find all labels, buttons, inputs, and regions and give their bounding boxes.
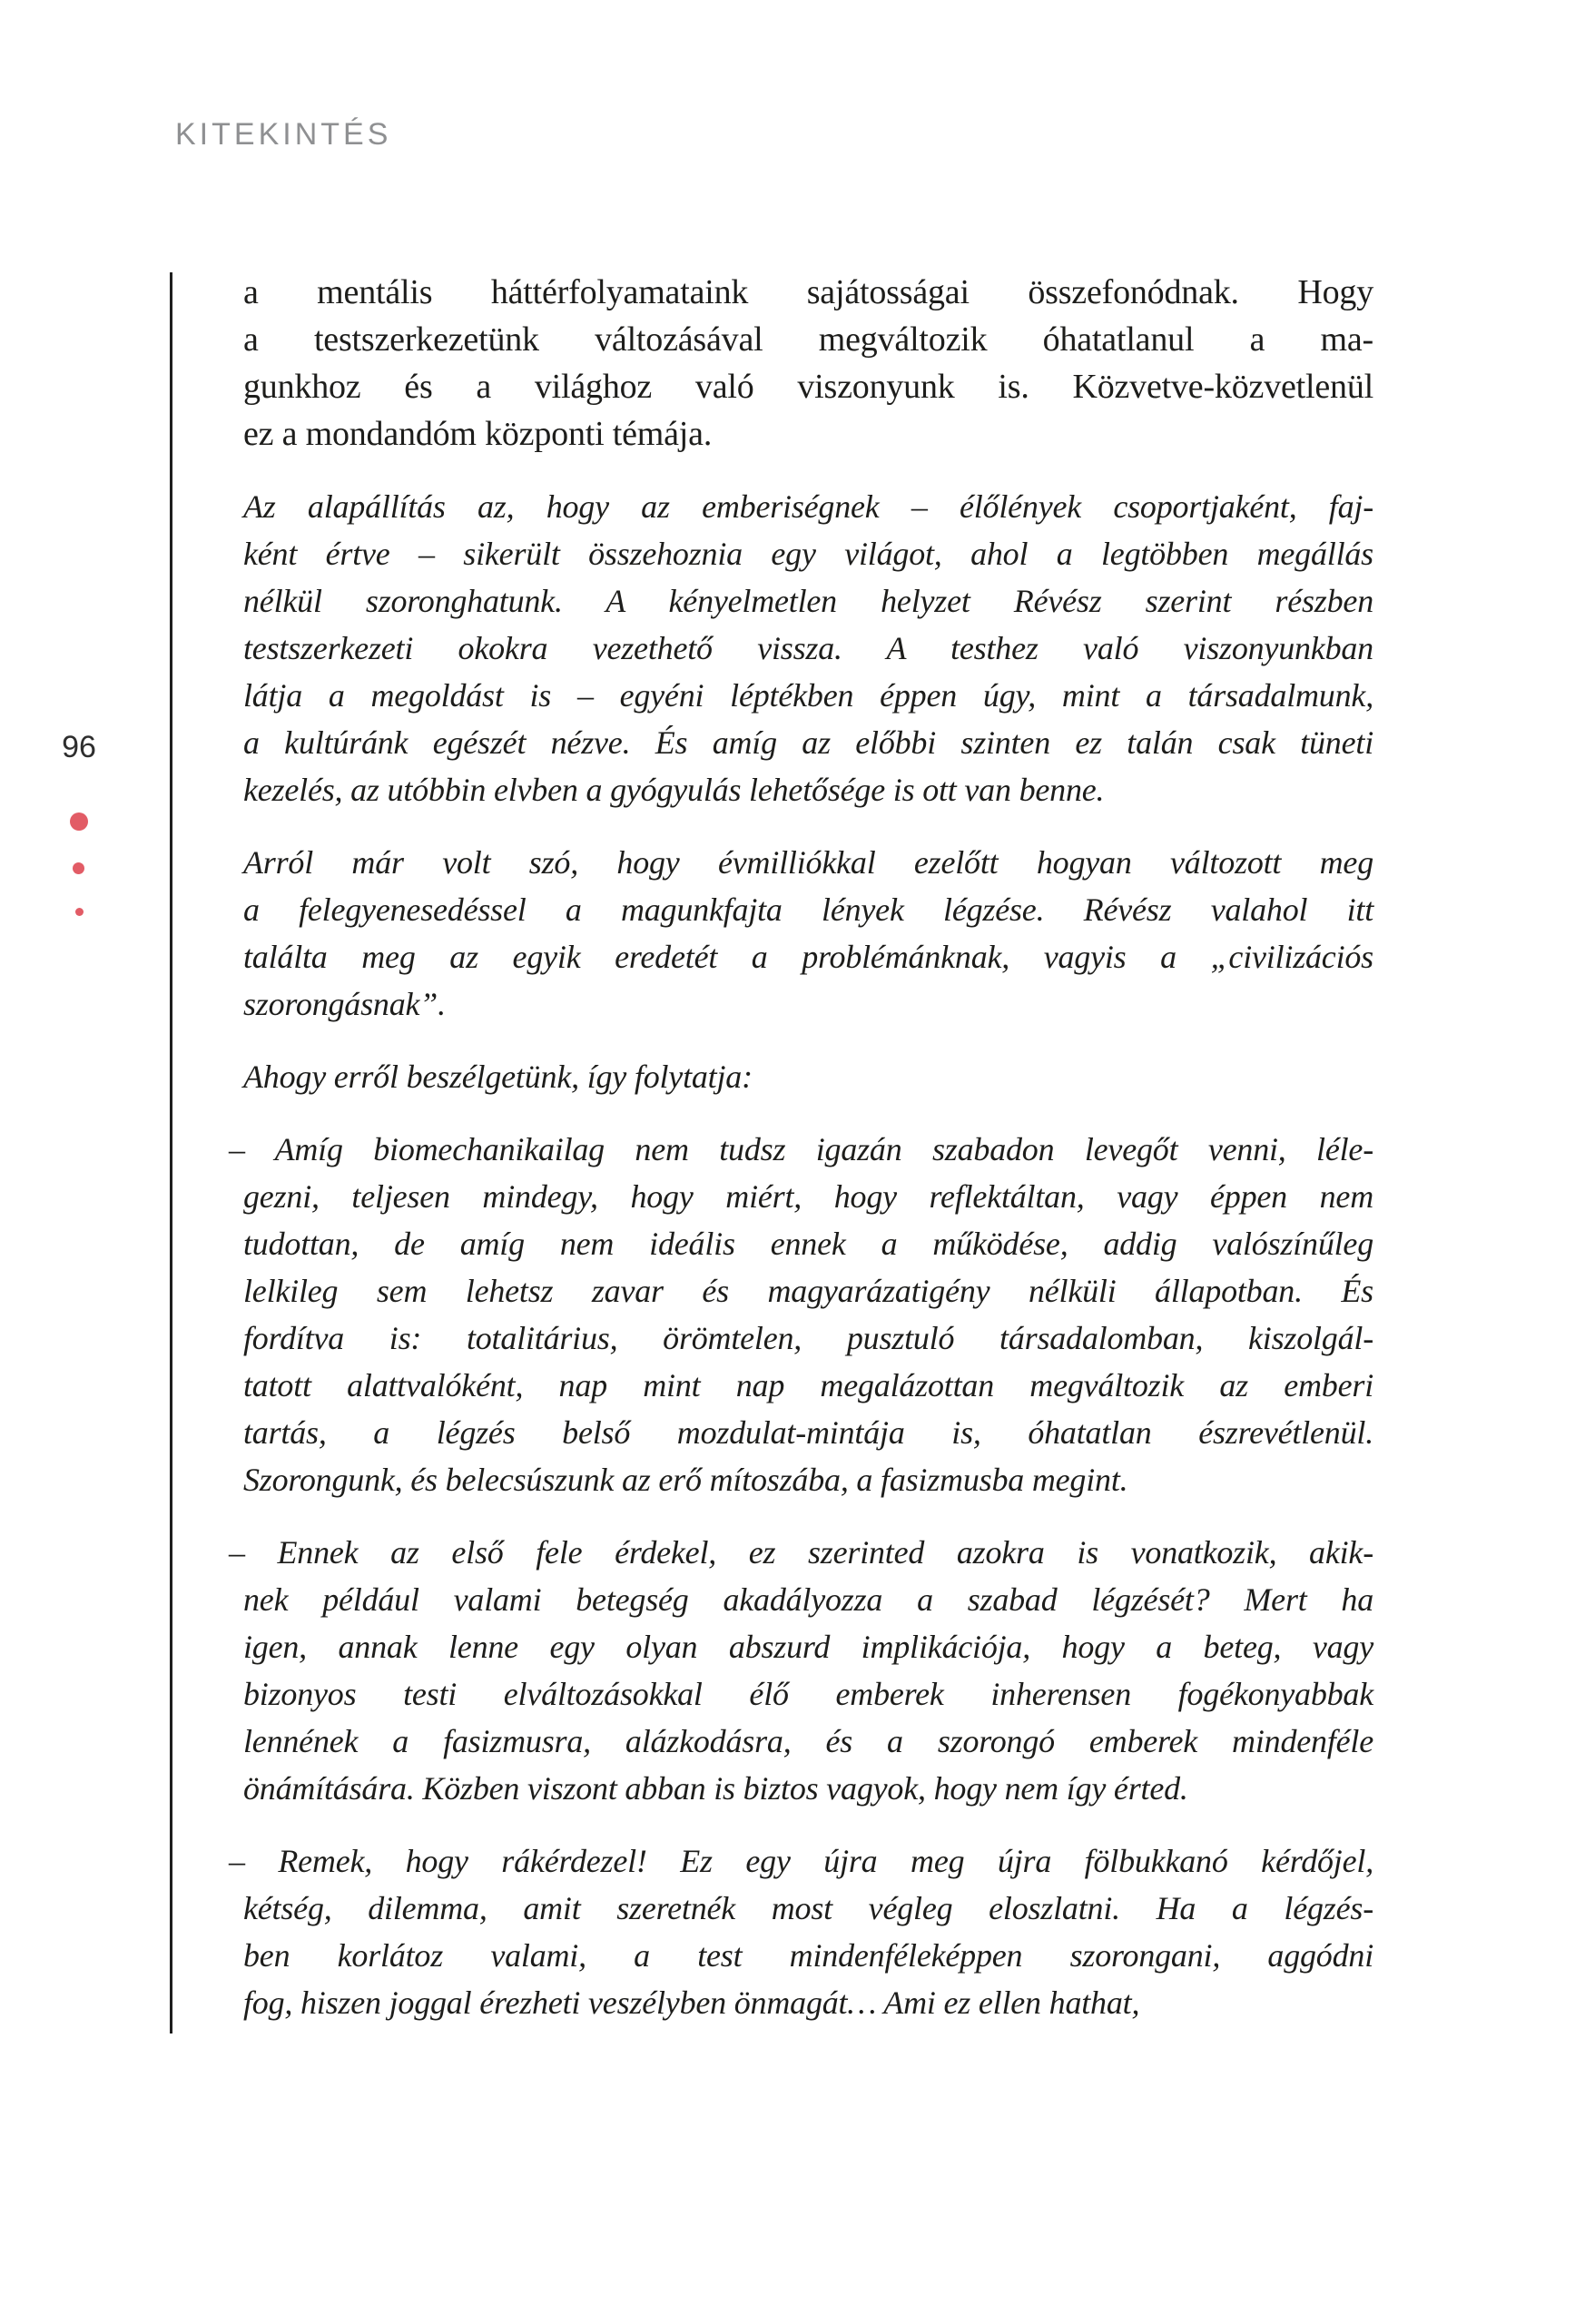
text-line: fog, hiszen joggal érezheti veszélyben önmagát… Ami ez ellen hathat, bbox=[243, 1984, 1140, 2021]
text-line: szorongásnak”. bbox=[243, 986, 446, 1022]
paragraph bbox=[229, 1126, 1373, 1503]
text-line: önámítására. Közben viszont abban is biztos vagyok, hogy nem így érted. bbox=[243, 1770, 1188, 1807]
paragraph bbox=[243, 269, 1373, 458]
text-line: találta meg az egyik eredetét a problémánknak, vagyis a „civilizációs bbox=[243, 939, 1373, 975]
text-line: a felegyenesedéssel a magunkfajta lények légzése. Révész valahol itt bbox=[243, 891, 1373, 928]
text-line: látja a megoldást is – egyéni léptékben éppen úgy, mint a társadalmunk, bbox=[243, 677, 1373, 714]
running-header: KITEKINTÉS bbox=[175, 117, 392, 152]
text-line: lennének a fasizmusra, alázkodásra, és a szorongó emberek mindenféle bbox=[243, 1723, 1373, 1759]
paragraph bbox=[243, 483, 1373, 813]
text-line: a testszerkezetünk változásával megváltozik óhatatlanul a ma- bbox=[243, 320, 1373, 359]
text-line: – Ennek az első fele érdekel, ez szerinted azokra is vonatkozik, akik- bbox=[229, 1534, 1373, 1571]
text-line: kétség, dilemma, amit szeretnék most végleg eloszlatni. Ha a légzés- bbox=[243, 1890, 1373, 1926]
text-line: tatott alattvalóként, nap mint nap megalázottan megváltozik az emberi bbox=[243, 1367, 1373, 1403]
page-number: 96 bbox=[62, 730, 96, 764]
text-line: ben korlátoz valami, a test mindenféleképpen szorongani, aggódni bbox=[243, 1937, 1373, 1974]
text-line: – Remek, hogy rákérdezel! Ez egy újra meg újra fölbukkanó kérdőjel, bbox=[229, 1843, 1373, 1879]
text-line: – Amíg biomechanikailag nem tudsz igazán szabadon levegőt venni, léle- bbox=[229, 1131, 1373, 1167]
paragraph bbox=[243, 1053, 1373, 1100]
text-line: fordítva is: totalitárius, örömtelen, pusztuló társadalomban, kiszolgál- bbox=[243, 1320, 1373, 1356]
text-line: Az alapállítás az, hogy az emberiségnek – élőlények csoportjaként, faj- bbox=[243, 488, 1373, 525]
text-line: Szorongunk, és belecsúszunk az erő mítoszába, a fasizmusba megint. bbox=[243, 1462, 1128, 1498]
text-line: tartás, a légzés belső mozdulat-mintája is, óhatatlan észrevétlenül. bbox=[243, 1414, 1373, 1451]
text-line: nélkül szoronghatunk. A kényelmetlen helyzet Révész szerint részben bbox=[243, 583, 1373, 619]
bullet-dot-large bbox=[70, 812, 88, 831]
text-line: kezelés, az utóbbin elvben a gyógyulás lehetősége is ott van benne. bbox=[243, 772, 1105, 808]
text-line: a kultúránk egészét nézve. És amíg az előbbi szinten ez talán csak tüneti bbox=[243, 724, 1373, 761]
text-line: Arról már volt szó, hogy évmilliókkal ezelőtt hogyan változott meg bbox=[243, 844, 1373, 881]
bullet-dot-medium bbox=[73, 862, 84, 874]
text-line: lelkileg sem lehetsz zavar és magyarázatigény nélküli állapotban. És bbox=[243, 1273, 1373, 1309]
paragraph bbox=[229, 1837, 1373, 2026]
text-line: a mentális háttérfolyamataink sajátosságai összefonódnak. Hogy bbox=[243, 273, 1373, 311]
text-column bbox=[229, 269, 1373, 2026]
paragraph bbox=[243, 839, 1373, 1028]
text-line: bizonyos testi elváltozásokkal élő emberek inherensen fogékonyabbak bbox=[243, 1676, 1373, 1712]
text-line: ez a mondandóm központi témája. bbox=[243, 415, 713, 453]
text-line: gezni, teljesen mindegy, hogy miért, hogy reflektáltan, vagy éppen nem bbox=[243, 1178, 1373, 1215]
text-line: testszerkezeti okokra vezethető vissza. A testhez való viszonyunkban bbox=[243, 630, 1373, 666]
text-line: igen, annak lenne egy olyan abszurd implikációja, hogy a beteg, vagy bbox=[243, 1629, 1373, 1665]
text-line: Ahogy erről beszélgetünk, így folytatja: bbox=[243, 1059, 753, 1095]
text-line: gunkhoz és a világhoz való viszonyunk is. Közvetve-közvetlenül bbox=[243, 368, 1373, 406]
text-line: tudottan, de amíg nem ideális ennek a működése, addig valószínűleg bbox=[243, 1226, 1373, 1262]
bullet-dot-small bbox=[75, 908, 84, 916]
quote-rule bbox=[170, 272, 172, 2034]
paragraph bbox=[229, 1529, 1373, 1812]
text-line: ként értve – sikerült összehoznia egy világot, ahol a legtöbben megállás bbox=[243, 536, 1373, 572]
text-line: nek például valami betegség akadályozza a szabad légzését? Mert ha bbox=[243, 1581, 1373, 1618]
